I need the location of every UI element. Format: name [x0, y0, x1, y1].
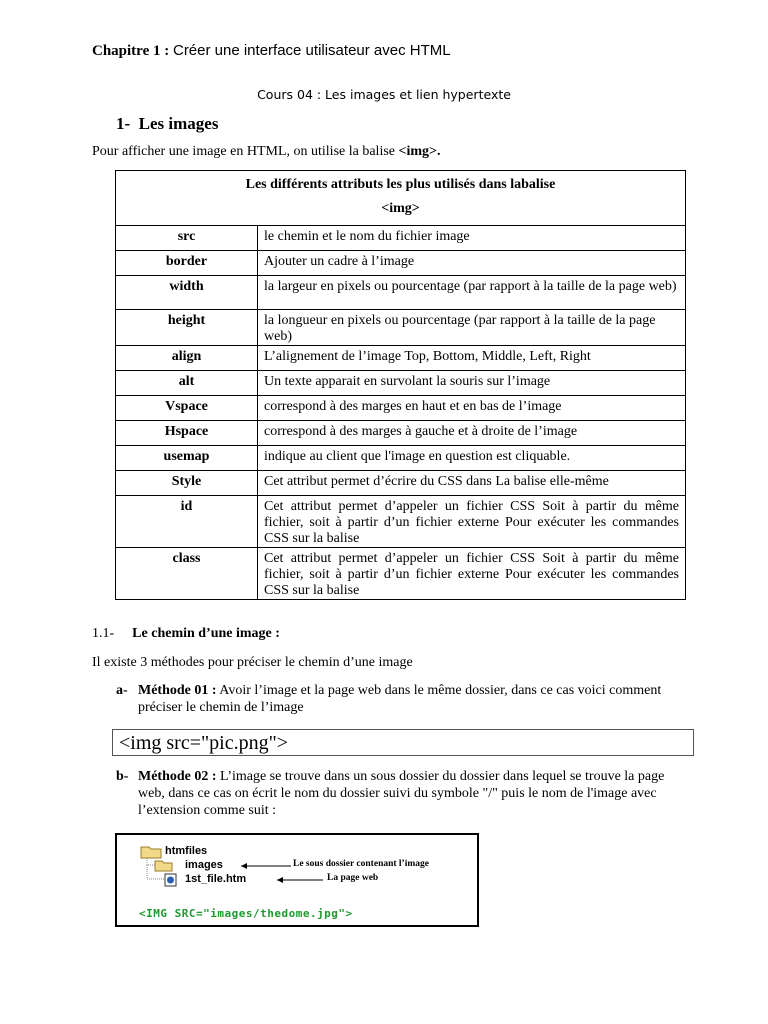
arrow-to-subfolder: [241, 863, 291, 869]
subfolder-name: images: [185, 859, 223, 871]
attribute-description: correspond à des marges à gauche et à droite de l’image: [258, 421, 686, 446]
code-example-a: <img src="pic.png">: [112, 729, 694, 756]
attribute-name: Style: [116, 471, 258, 496]
attribute-name: height: [116, 310, 258, 346]
subfolder-icon: [155, 861, 172, 871]
intro-end: .: [437, 144, 441, 159]
subsection-number: 1.1-: [92, 626, 115, 641]
folder-structure-figure: [115, 833, 479, 927]
attribute-name: src: [116, 226, 258, 251]
section-heading-images: [116, 114, 218, 134]
attribute-description: la longueur en pixels ou pourcentage (par rapport à la taille de la page web): [258, 310, 686, 346]
table-row: [116, 396, 686, 421]
table-row: [116, 371, 686, 396]
methods-intro: Il existe 3 méthodes pour préciser le chemin d’une image: [92, 655, 413, 670]
arrow-to-page: [277, 877, 323, 883]
attribute-description: L’alignement de l’image Top, Bottom, Middle, Left, Right: [258, 346, 686, 371]
table-row: [116, 226, 686, 251]
table-header: [116, 171, 686, 226]
attribute-description: Cet attribut permet d’écrire du CSS dans La balise elle-même: [258, 471, 686, 496]
attribute-name: usemap: [116, 446, 258, 471]
method-b-body: L’image se trouve dans un sous dossier du dossier dans lequel se trouve la page web, dans ce cas on écrit le nom du dossier suivi du symbole "/" puis le nom de l'image avec l’extension comme suit :: [138, 769, 665, 818]
section-number: 1-: [116, 114, 131, 133]
intro-text: Pour afficher une image en HTML, on utilise la balise: [92, 144, 399, 159]
chapter-heading: [92, 42, 451, 60]
attribute-name: Hspace: [116, 421, 258, 446]
method-b-text: [138, 768, 686, 819]
attribute-name: width: [116, 276, 258, 310]
chapter-title: Créer une interface utilisateur avec HTML: [172, 42, 451, 59]
folder-name: htmfiles: [165, 845, 208, 857]
method-b-label: b-: [116, 769, 129, 784]
file-name: 1st_file.htm: [185, 873, 247, 885]
method-a-title: Méthode 01 :: [138, 683, 217, 698]
method-a-text: [138, 682, 686, 716]
attribute-name: Vspace: [116, 396, 258, 421]
table-row: [116, 548, 686, 600]
attribute-description: Un texte apparait en survolant la souris sur l’image: [258, 371, 686, 396]
intro-paragraph: [92, 144, 441, 160]
attribute-description: Cet attribut permet d’appeler un fichier CSS Soit à partir du même fichier, soit à partir d’un fichier externe Pour exécuter les commandes CSS sur la balise: [258, 496, 686, 548]
method-a-body: Avoir l’image et la page web dans le même dossier, dans ce cas voici comment préciser le chemin de l’image: [138, 683, 662, 715]
table-row: [116, 496, 686, 548]
attribute-description: Ajouter un cadre à l’image: [258, 251, 686, 276]
chapter-label: Chapitre 1 :: [92, 43, 170, 59]
table-header-line2: <img>: [381, 201, 420, 216]
attribute-name: id: [116, 496, 258, 548]
attribute-description: la largeur en pixels ou pourcentage (par rapport à la taille de la page web): [258, 276, 686, 310]
method-b-title: Méthode 02 :: [138, 769, 217, 784]
intro-tag: <img>: [398, 144, 438, 159]
page-note: La page web: [327, 873, 379, 883]
attribute-name: class: [116, 548, 258, 600]
method-a-label: a-: [116, 683, 128, 698]
attribute-description: indique au client que l'image en question est cliquable.: [258, 446, 686, 471]
attribute-description: Cet attribut permet d’appeler un fichier CSS Soit à partir du même fichier, soit à partir d’un fichier externe Pour exécuter les commandes CSS sur la balise: [258, 548, 686, 600]
figure-code: <IMG SRC="images/thedome.jpg">: [139, 907, 353, 920]
table-header-row: [116, 171, 686, 226]
table-row: [116, 471, 686, 496]
section-title: Les images: [138, 114, 219, 133]
subsection-heading: [92, 626, 280, 642]
attribute-description: le chemin et le nom du fichier image: [258, 226, 686, 251]
table-row: [116, 446, 686, 471]
course-title: Cours 04 : Les images et lien hypertexte: [257, 87, 511, 102]
attributes-table: [115, 170, 686, 600]
table-row: [116, 251, 686, 276]
table-row: [116, 276, 686, 310]
html-file-icon: [165, 874, 176, 886]
folder-icon: [141, 847, 161, 858]
attribute-name: align: [116, 346, 258, 371]
subsection-title: Le chemin d’une image :: [132, 626, 280, 641]
table-row: [116, 346, 686, 371]
table-row: [116, 421, 686, 446]
method-a: [116, 682, 686, 718]
table-row: [116, 310, 686, 346]
method-b: [116, 768, 686, 822]
attribute-description: correspond à des marges en haut et en bas de l’image: [258, 396, 686, 421]
table-header-line1: Les différents attributs les plus utilisés dans labalise: [245, 177, 556, 192]
attribute-name: alt: [116, 371, 258, 396]
attribute-name: border: [116, 251, 258, 276]
subfolder-note: Le sous dossier contenant l’image: [293, 859, 429, 869]
